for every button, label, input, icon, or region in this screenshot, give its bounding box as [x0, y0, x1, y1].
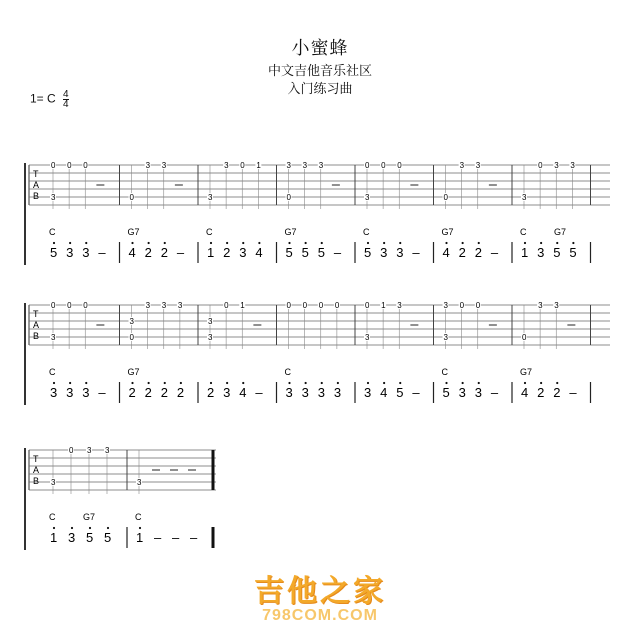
octave-dot [572, 242, 574, 244]
tab-label: T [33, 309, 39, 319]
fret-number: 3 [459, 161, 465, 170]
jianpu-note: – [412, 245, 420, 260]
chord-symbol: G7 [441, 227, 454, 237]
fret-number: 3 [554, 301, 559, 310]
fret-number: 0 [381, 161, 386, 170]
jianpu-note: 2 [537, 385, 545, 400]
fret-number: 0 [240, 161, 245, 170]
octave-dot [321, 382, 323, 384]
fret-number: 0 [51, 161, 56, 170]
chord-symbol: G7 [284, 227, 297, 237]
jianpu-note: 2 [176, 385, 185, 400]
fret-number: 3 [570, 161, 575, 170]
chord-symbol: C [49, 367, 56, 377]
fret-number: 3 [365, 333, 370, 342]
tab-label: B [33, 476, 40, 486]
octave-dot [321, 242, 323, 244]
key-label: 1= C [30, 91, 56, 106]
jianpu-note: 5 [317, 245, 325, 260]
jianpu-note: 1 [50, 530, 58, 545]
octave-dot [148, 382, 150, 384]
fret-number: 3 [208, 193, 213, 202]
octave-dot [131, 382, 133, 384]
fret-number: 1 [240, 301, 245, 310]
fret-number: 3 [177, 301, 183, 310]
jianpu-note: 2 [144, 245, 152, 260]
fret-number: 0 [286, 301, 291, 310]
jianpu-note: – [412, 385, 420, 400]
jianpu-note: 3 [301, 385, 309, 400]
octave-dot [226, 382, 228, 384]
fret-number: 3 [51, 333, 56, 342]
jianpu-note: – [490, 245, 499, 260]
fret-number: 0 [67, 301, 72, 310]
jianpu-note: 3 [66, 245, 74, 260]
fret-number: 3 [365, 193, 370, 202]
octave-dot [462, 382, 464, 384]
jianpu-note: 5 [301, 245, 309, 260]
fret-number: 0 [538, 161, 543, 170]
fret-number: 3 [208, 317, 213, 326]
tab-label: B [33, 331, 40, 341]
octave-dot [85, 382, 87, 384]
fret-number: 3 [129, 317, 134, 326]
octave-dot [85, 242, 87, 244]
jianpu-note: – [255, 385, 263, 400]
fret-number: 3 [443, 301, 448, 310]
octave-dot [164, 382, 166, 384]
fret-number: 3 [161, 161, 167, 170]
fret-number: 0 [83, 161, 88, 170]
jianpu-note: – [98, 385, 106, 400]
octave-dot [288, 242, 290, 244]
jianpu-note: – [333, 245, 342, 260]
fret-number: 3 [443, 333, 448, 342]
fret-number: 3 [286, 161, 291, 170]
octave-dot [478, 242, 480, 244]
tab-label: B [33, 191, 40, 201]
octave-dot [383, 382, 385, 384]
fret-number: 0 [443, 193, 448, 202]
jianpu-note: – [154, 530, 162, 545]
tab-label: A [33, 465, 40, 475]
octave-dot [556, 382, 558, 384]
octave-dot [462, 242, 464, 244]
octave-dot [226, 242, 228, 244]
chord-symbol: G7 [520, 367, 533, 377]
jianpu-note: 2 [207, 385, 215, 400]
jianpu-note: 4 [239, 385, 247, 400]
fret-number: 3 [51, 478, 56, 487]
octave-dot [540, 382, 542, 384]
fret-number: 1 [256, 161, 261, 170]
jianpu-note: 1 [521, 245, 529, 260]
fret-number: 3 [522, 193, 527, 202]
jianpu-note: 5 [569, 245, 577, 260]
fret-number: 3 [161, 301, 167, 310]
fret-number: 3 [554, 161, 559, 170]
jianpu-note: 3 [396, 245, 404, 260]
jianpu-note: – [569, 385, 577, 400]
song-subtitle-2: 入门练习曲 [287, 81, 353, 96]
jianpu-note: 4 [380, 385, 388, 400]
chord-symbol: C [441, 367, 448, 377]
fret-number: 0 [83, 301, 88, 310]
octave-dot [131, 242, 133, 244]
octave-dot [445, 382, 447, 384]
octave-dot [210, 382, 212, 384]
octave-dot [399, 382, 401, 384]
jianpu-note: – [490, 385, 499, 400]
octave-dot [556, 242, 558, 244]
fret-number: 0 [475, 301, 481, 310]
chord-symbol: C [520, 227, 527, 237]
fret-number: 0 [51, 301, 56, 310]
fret-number: 0 [334, 301, 340, 310]
octave-dot [53, 527, 55, 529]
jianpu-note: 4 [442, 245, 450, 260]
jianpu-note: – [176, 245, 185, 260]
chord-symbol: G7 [127, 227, 140, 237]
fret-number: 3 [208, 333, 213, 342]
octave-dot [53, 242, 55, 244]
jianpu-note: 3 [285, 385, 293, 400]
octave-dot [180, 382, 182, 384]
jianpu-note: – [190, 530, 198, 545]
octave-dot [305, 242, 307, 244]
jianpu-note: 5 [364, 245, 372, 260]
jianpu-note: 3 [333, 385, 342, 400]
octave-dot [164, 242, 166, 244]
octave-dot [258, 242, 260, 244]
octave-dot [210, 242, 212, 244]
time-bottom: 4 [63, 99, 69, 110]
jianpu-note: 5 [50, 245, 58, 260]
fret-number: 3 [145, 161, 151, 170]
jianpu-note: 4 [255, 245, 263, 260]
fret-number: 0 [67, 161, 72, 170]
jianpu-note: 3 [239, 245, 247, 260]
fret-number: 0 [302, 301, 308, 310]
octave-dot [89, 527, 91, 529]
tab-label: T [33, 454, 39, 464]
octave-dot [540, 242, 542, 244]
chord-symbol: G7 [554, 227, 567, 237]
fret-number: 3 [538, 301, 543, 310]
octave-dot [69, 382, 71, 384]
jianpu-note: 3 [458, 385, 466, 400]
octave-dot [399, 242, 401, 244]
fret-number: 0 [69, 446, 74, 455]
jianpu-note: 5 [396, 385, 404, 400]
jianpu-note: 5 [86, 530, 94, 545]
time-top: 4 [63, 89, 69, 100]
tab-label: A [33, 180, 40, 190]
fret-number: 3 [302, 161, 308, 170]
jianpu-note: 1 [207, 245, 215, 260]
fret-number: 1 [381, 301, 386, 310]
chord-symbol: C [49, 227, 56, 237]
jianpu-note: 3 [68, 530, 76, 545]
jianpu-note: 3 [82, 385, 90, 400]
fret-number: 3 [51, 193, 56, 202]
jianpu-note: – [172, 530, 180, 545]
fret-number: 0 [224, 301, 229, 310]
fret-number: 0 [459, 301, 465, 310]
octave-dot [148, 242, 150, 244]
jianpu-note: 4 [521, 385, 529, 400]
octave-dot [107, 527, 109, 529]
jianpu-note: 4 [128, 245, 136, 260]
watermark-title: 吉他之家 [254, 575, 386, 608]
jianpu-note: 3 [82, 245, 90, 260]
tab-label: A [33, 320, 40, 330]
fret-number: 3 [137, 478, 142, 487]
octave-dot [53, 382, 55, 384]
octave-dot [139, 527, 141, 529]
octave-dot [337, 382, 339, 384]
octave-dot [305, 382, 307, 384]
octave-dot [383, 242, 385, 244]
chord-symbol: G7 [83, 512, 96, 522]
jianpu-note: 2 [458, 245, 466, 260]
octave-dot [445, 242, 447, 244]
song-title: 小蜜蜂 [291, 38, 349, 58]
chord-symbol: G7 [127, 367, 140, 377]
jianpu-note: 3 [474, 385, 482, 400]
jianpu-note: 3 [66, 385, 74, 400]
jianpu-note: 2 [160, 245, 168, 260]
octave-dot [524, 382, 526, 384]
fret-number: 0 [286, 193, 291, 202]
fret-number: 3 [105, 446, 110, 455]
jianpu-note: 2 [160, 385, 168, 400]
jianpu-note: 3 [223, 385, 231, 400]
jianpu-note: 5 [553, 245, 561, 260]
jianpu-note: – [98, 245, 106, 260]
octave-dot [478, 382, 480, 384]
fret-number: 0 [522, 333, 527, 342]
octave-dot [288, 382, 290, 384]
octave-dot [367, 242, 369, 244]
fret-number: 0 [318, 301, 324, 310]
fret-number: 3 [145, 301, 151, 310]
jianpu-note: 2 [128, 385, 136, 400]
octave-dot [242, 382, 244, 384]
jianpu-note: 3 [364, 385, 372, 400]
fret-number: 3 [318, 161, 324, 170]
song-subtitle: 中文吉他音乐社区 [267, 63, 372, 78]
jianpu-note: 1 [136, 530, 144, 545]
chord-symbol: C [363, 227, 370, 237]
watermark-url: 798COM.COM [262, 607, 378, 624]
jianpu-note: 2 [553, 385, 561, 400]
jianpu-note: 2 [474, 245, 482, 260]
octave-dot [524, 242, 526, 244]
jianpu-note: 3 [537, 245, 545, 260]
jianpu-note: 5 [285, 245, 293, 260]
jianpu-note: 3 [317, 385, 325, 400]
jianpu-note: 3 [50, 385, 58, 400]
octave-dot [69, 242, 71, 244]
octave-dot [367, 382, 369, 384]
jianpu-note: 5 [442, 385, 450, 400]
jianpu-note: 2 [144, 385, 152, 400]
chord-symbol: C [135, 512, 142, 522]
fret-number: 0 [129, 193, 134, 202]
chord-symbol: C [206, 227, 213, 237]
fret-number: 0 [365, 161, 370, 170]
fret-number: 3 [87, 446, 92, 455]
tab-label: T [33, 169, 39, 179]
jianpu-note: 2 [223, 245, 231, 260]
fret-number: 3 [475, 161, 481, 170]
fret-number: 0 [365, 301, 370, 310]
fret-number: 3 [397, 301, 402, 310]
jianpu-note: 5 [104, 530, 112, 545]
fret-number: 0 [397, 161, 402, 170]
octave-dot [71, 527, 73, 529]
fret-number: 3 [224, 161, 229, 170]
chord-symbol: C [49, 512, 56, 522]
octave-dot [242, 242, 244, 244]
jianpu-note: 3 [380, 245, 388, 260]
chord-symbol: C [284, 367, 291, 377]
fret-number: 0 [129, 333, 134, 342]
